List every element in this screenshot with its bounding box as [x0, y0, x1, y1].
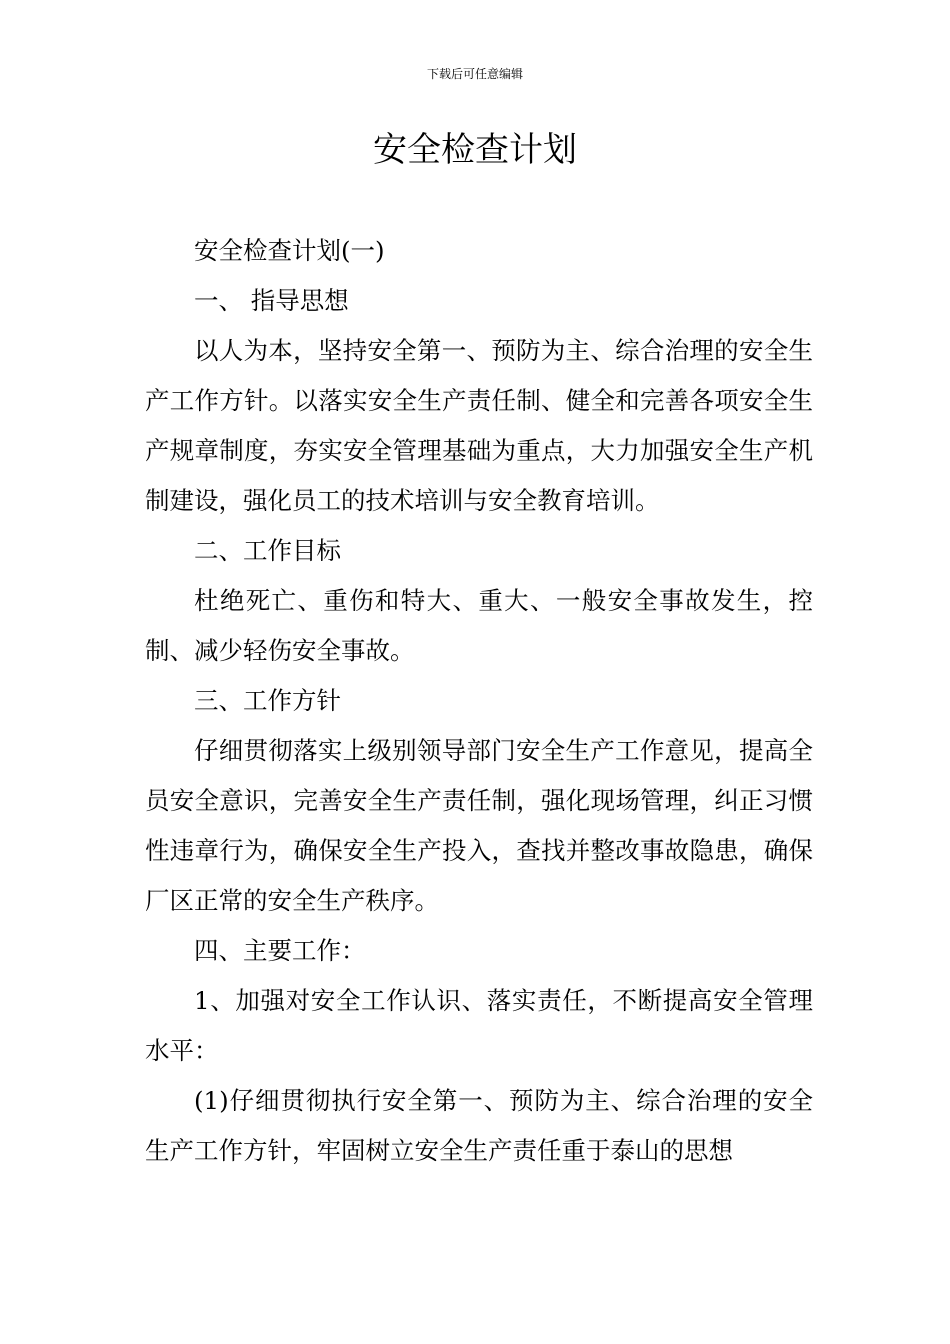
section-heading-2: 二、工作目标 — [194, 536, 341, 565]
page-header-note: 下载后可任意编辑 — [426, 67, 523, 81]
body-paragraph: 仔细贯彻落实上级别领导部门安全生产工作意见，提高全员安全意识，完善安全生产责任制，强化现场管理，纠正习惯性违章行为，确保安全生产投入，查找并整改事故隐患，确保厂区正常的安全生产秩序。 — [145, 736, 813, 915]
document-title: 安全检查计划 — [373, 130, 577, 170]
section-heading-1: 一、 指导思想 — [194, 286, 349, 315]
section-heading-3: 三、工作方针 — [194, 686, 341, 715]
section-heading-4: 四、主要工作： — [194, 936, 366, 965]
sub-list-item-paragraph: (1)仔细贯彻执行安全第一、预防为主、综合治理的安全生产工作方针，牢固树立安全生产责任重于泰山的思想 — [145, 1086, 813, 1165]
list-item-paragraph: 1、加强对安全工作认识、落实责任，不断提高安全管理水平： — [145, 986, 813, 1065]
subtitle-paragraph: 安全检查计划(一) — [194, 236, 385, 265]
document-body — [145, 226, 813, 1176]
body-paragraph: 杜绝死亡、重伤和特大、重大、一般安全事故发生，控制、减少轻伤安全事故。 — [145, 586, 813, 665]
body-paragraph: 以人为本，坚持安全第一、预防为主、综合治理的安全生产工作方针。以落实安全生产责任制、健全和完善各项安全生产规章制度，夯实安全管理基础为重点，大力加强安全生产机制建设，强化员工的技术培训与安全教育培训。 — [145, 336, 813, 515]
